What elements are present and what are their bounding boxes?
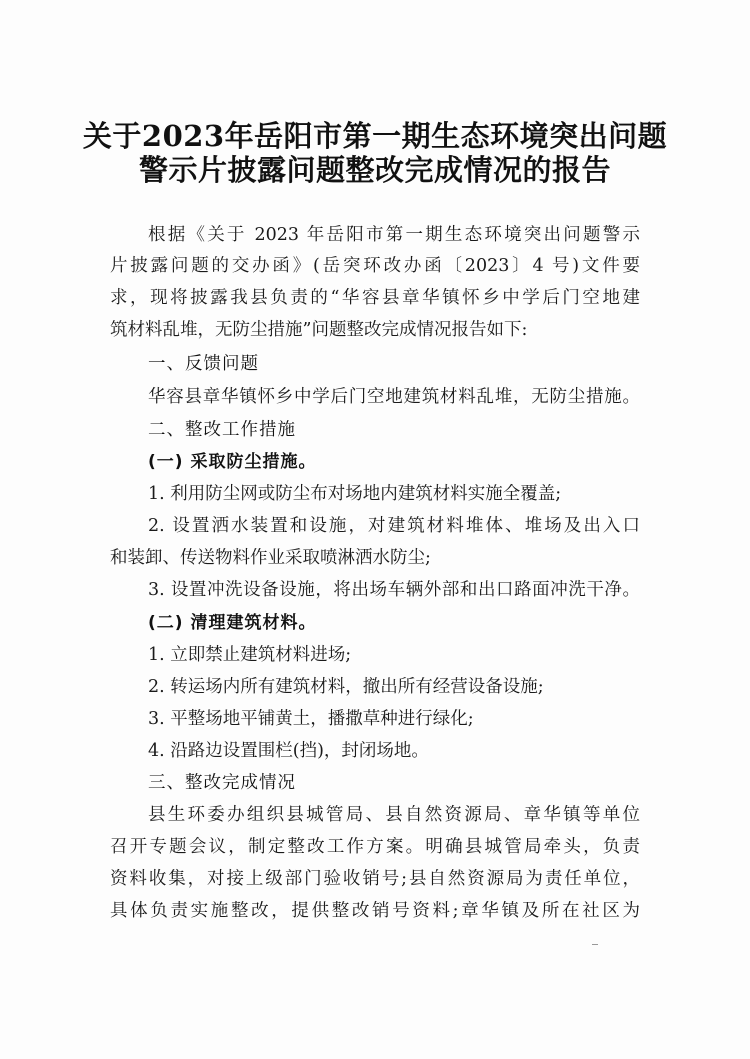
intro-line-2: 片披露问题的交办函》(岳突环改办函〔2023〕4 号)文件要 <box>110 256 640 276</box>
section-2-sub-1-item-2-line-2: 和装卸、传送物料作业采取喷淋洒水防尘; <box>110 548 431 568</box>
section-2-sub-2-item-4: 4. 沿路边设置围栏(挡)，封闭场地。 <box>148 741 429 761</box>
section-2-sub-2-heading: (二) 清理建筑材料。 <box>148 613 317 633</box>
intro-line-1: 根据《关于 2023 年岳阳市第一期生态环境突出问题警示 <box>148 225 640 245</box>
section-3-heading: 三、整改完成情况 <box>148 773 296 793</box>
section-2-heading: 二、整改工作措施 <box>148 420 296 440</box>
section-2-sub-1-item-1: 1. 利用防尘网或防尘布对场地内建筑材料实施全覆盖; <box>148 484 562 504</box>
section-3-line-4: 具体负责实施整改，提供整改销号资料;章华镇及所在社区为 <box>110 901 640 921</box>
intro-line-3: 求，现将披露我县负责的“华容县章华镇怀乡中学后门空地建 <box>110 288 640 308</box>
scan-speck <box>592 944 598 945</box>
section-2-sub-2-item-1: 1. 立即禁止建筑材料进场; <box>148 645 352 665</box>
section-2-sub-1-item-2-line-1: 2. 设置洒水装置和设施，对建筑材料堆体、堆场及出入口 <box>148 516 640 536</box>
section-2-sub-2-item-2: 2. 转运场内所有建筑材料，撤出所有经营设备设施; <box>148 677 544 697</box>
section-3-line-1: 县生环委办组织县城管局、县自然资源局、章华镇等单位 <box>148 805 640 825</box>
section-3-line-2: 召开专题会议，制定整改工作方案。明确县城管局牵头，负责 <box>110 837 640 857</box>
section-1-text: 华容县章华镇怀乡中学后门空地建筑材料乱堆，无防尘措施。 <box>148 387 640 407</box>
section-2-sub-1-item-3: 3. 设置冲洗设备设施，将出场车辆外部和出口路面冲洗干净。 <box>148 580 640 600</box>
section-2-sub-1-heading: (一) 采取防尘措施。 <box>148 452 317 472</box>
section-1-heading: 一、反馈问题 <box>148 354 259 374</box>
intro-line-4: 筑材料乱堆，无防尘措施”问题整改完成情况报告如下: <box>110 320 528 340</box>
document-title-line-1: 关于2023年岳阳市第一期生态环境突出问题 <box>82 119 668 153</box>
section-3-line-3: 资料收集，对接上级部门验收销号;县自然资源局为责任单位， <box>110 869 640 889</box>
section-2-sub-2-item-3: 3. 平整场地平铺黄土，播撒草种进行绿化; <box>148 709 474 729</box>
document-title-line-2: 警示片披露问题整改完成情况的报告 <box>138 153 611 187</box>
